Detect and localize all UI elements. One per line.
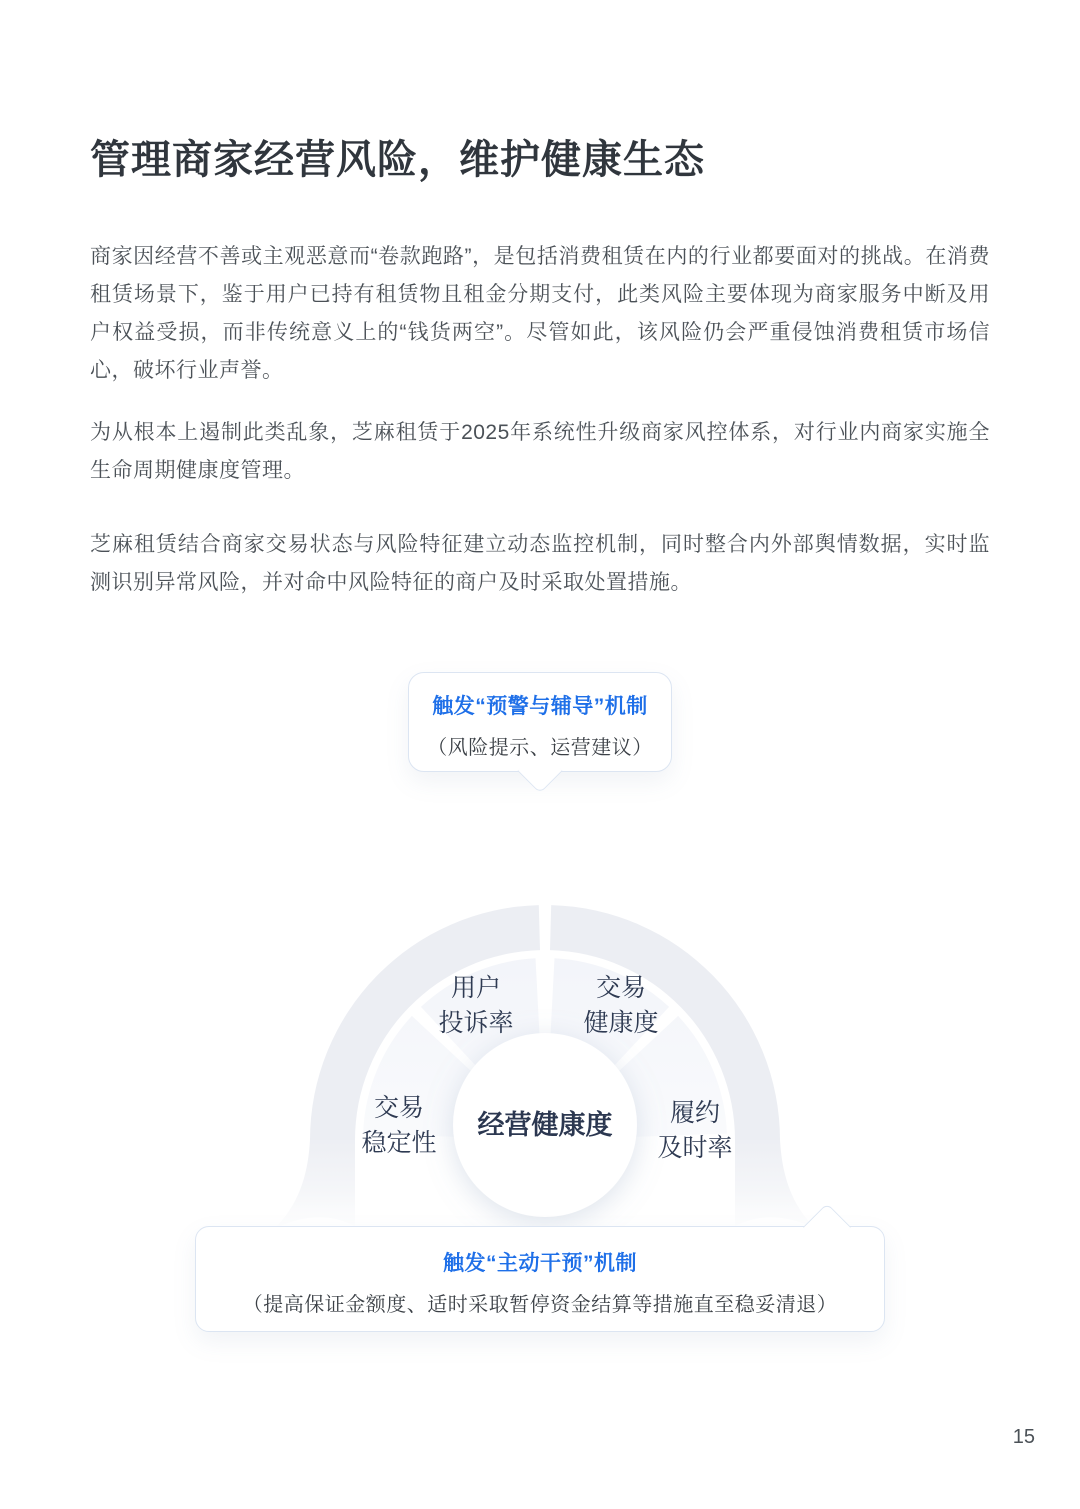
paragraph-risk-control-upgrade: 为从根本上遏制此类乱象，芝麻租赁于2025年系统性升级商家风控体系，对行业内商家实施全生命周期健康度管理。 <box>90 421 990 482</box>
text-column <box>0 134 1080 602</box>
label-fulfillment-timeliness-line2: 及时率 <box>657 1134 733 1162</box>
callout-bottom-content <box>196 1247 884 1317</box>
label-user-complaint-line2: 投诉率 <box>438 1009 514 1037</box>
label-transaction-health-line1: 交易 <box>595 974 647 1002</box>
callout-top-title: 触发“预警与辅导”机制 <box>432 695 648 718</box>
label-user-complaint-line1: 用户 <box>450 974 502 1002</box>
label-transaction-stability-line2: 稳定性 <box>361 1129 437 1157</box>
callout-bottom-subtitle: （提高保证金额度、适时采取暂停资金结算等措施直至稳妥清退） <box>242 1294 838 1316</box>
paragraph-dynamic-monitoring: 芝麻租赁结合商家交易状态与风险特征建立动态监控机制，同时整合内外部舆情数据，实时监测识别异常风险，并对命中风险特征的商户及时采取处置措施。 <box>90 533 990 594</box>
gauge-leg-right <box>735 1140 815 1228</box>
callout-bottom-title: 触发“主动干预”机制 <box>443 1252 637 1275</box>
warning-coaching-callout <box>408 672 672 772</box>
business-health-gauge <box>195 880 895 1250</box>
active-intervention-callout <box>195 1226 885 1332</box>
label-transaction-stability-line1: 交易 <box>373 1094 425 1122</box>
page-number: 15 <box>1012 1426 1035 1448</box>
gauge-center-label: 经营健康度 <box>477 1110 613 1140</box>
label-fulfillment-timeliness-line1: 履约 <box>669 1099 721 1127</box>
paragraph-risk-challenge: 商家因经营不善或主观恶意而“卷款跑路”，是包括消费租赁在内的行业都要面对的挑战。在消费租赁场景下，鉴于用户已持有租赁物且租金分期支付，此类风险主要体现为商家服务中断及用户权益受损，而非传统意义上的“钱货两空”。尽管如此，该风险仍会严重侵蚀消费租赁市场信心，破坏行业声誉。 <box>90 245 990 382</box>
label-transaction-health-line2: 健康度 <box>583 1009 659 1037</box>
callout-top-content <box>409 690 671 760</box>
gauge-svg <box>195 880 895 1250</box>
gauge-leg-left <box>275 1140 355 1228</box>
callout-top-subtitle: （风险提示、运营建议） <box>427 737 653 759</box>
page-title: 管理商家经营风险，维护健康生态 <box>90 138 705 182</box>
